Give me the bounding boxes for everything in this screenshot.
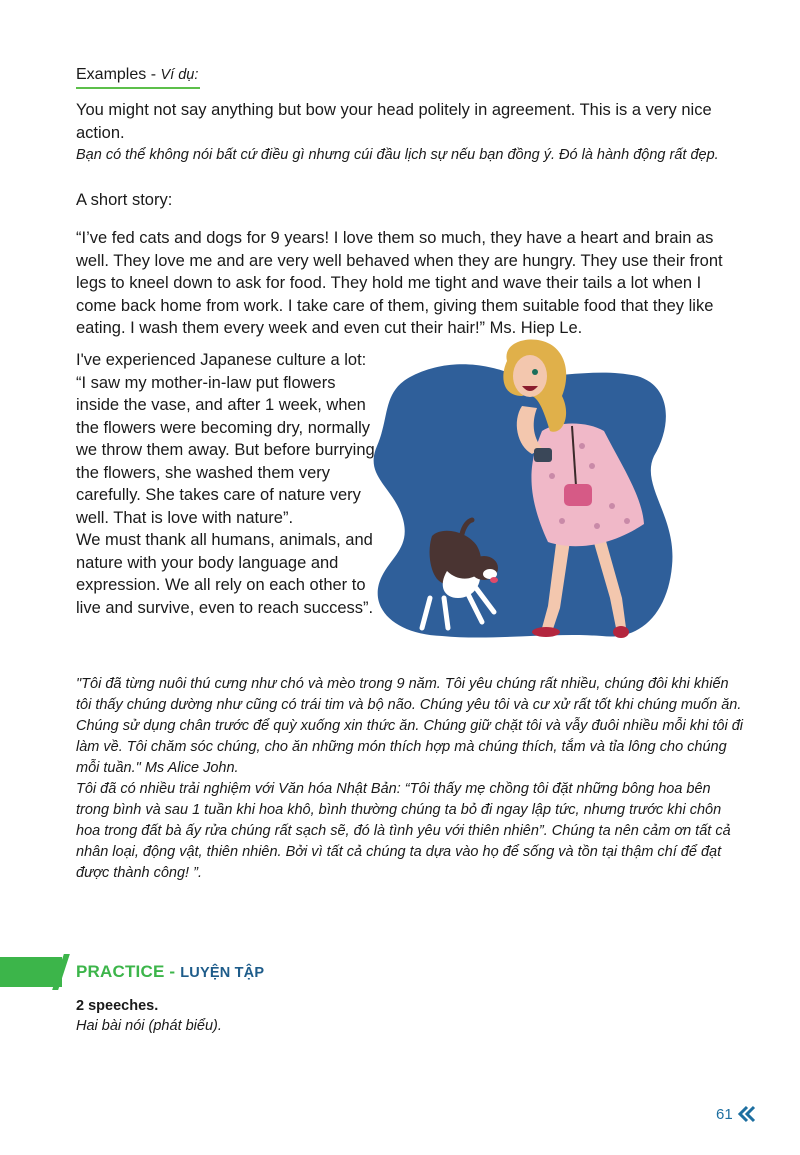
examples-separator: -: [146, 66, 161, 83]
vietnamese-translation: [76, 674, 744, 884]
camera: [534, 448, 552, 462]
practice-subtitle: LUYỆN TẬP: [180, 965, 265, 981]
page-number: 61: [716, 1106, 733, 1123]
short-story-label: A short story:: [76, 191, 173, 209]
examples-underline: [76, 87, 200, 89]
woman-shoe-left: [532, 627, 560, 637]
thanks-text: We must thank all humans, animals, and nature with your body language and expression. We all rely on each other to live and survive, even to reach success”.: [76, 531, 374, 617]
examples-heading: [76, 64, 198, 86]
paragraph-1-vi: Bạn có thể không nói bất cứ điều gì nhưng cúi đầu lịch sự nếu bạn đồng ý. Đó là hành động rất đẹp.: [76, 147, 719, 163]
practice-title: PRACTICE: [76, 962, 165, 981]
speeches-label-vi: Hai bài nói (phát biểu).: [76, 1018, 222, 1034]
paragraph-1: You might not say anything but bow your head politely in agreement. This is a very nice action.: [76, 101, 712, 142]
practice-heading: [76, 962, 264, 982]
practice-accent-bar: [0, 957, 62, 987]
speeches-label: 2 speeches.: [76, 998, 159, 1014]
japan-story-column: [76, 349, 376, 619]
pink-purse: [564, 484, 592, 506]
vi-quote-1: "Tôi đã từng nuôi thú cưng như chó và mèo trong 9 năm. Tôi yêu chúng rất nhiều, chúng đôi khi khiến tôi thấy chúng dường như cũng có trái tim và bộ não. Chúng yêu tôi và cư xử rất tốt khi chúng muốn ăn. Chúng sử dụng chân trước để quỳ xuống xin thức ăn. Chúng giữ chặt tôi và vẫy đuôi nhiều mỗi khi tôi đi làm về. Tôi chăm sóc chúng, cho ăn những món thích hợp mà chúng thích, tắm và tỉa lông cho chúng mỗi tuần." Ms Alice John.: [76, 676, 743, 776]
woman-with-dog-illustration: [372, 336, 677, 648]
examples-label-vi: Ví dụ:: [160, 67, 199, 83]
woman-eye: [532, 369, 538, 375]
japan-story: I've experienced Japanese culture a lot: “I saw my mother-in-law put flowers inside the vase, and after 1 week, when the flowers were becoming dry, normally we throw them away. But before burrying the flowers, she washed them very carefully. She takes care of nature very well. That is love with nature”.: [76, 351, 375, 527]
examples-label: Examples: [76, 66, 147, 83]
practice-separator: -: [164, 962, 181, 981]
vi-quote-2: Tôi đã có nhiều trải nghiệm với Văn hóa Nhật Bản: “Tôi thấy mẹ chồng tôi đặt những bông hoa bên trong bình và sau 1 tuần khi hoa khô, bình thường chúng ta bỏ đi ngay lập tức, nhưng trước khi chôn hoa trong đất bà ấy rửa chúng rất sạch sẽ, đó là tình yêu với thiên nhiên”. Chúng ta nên cảm ơn tất cả nhân loại, động vật, thiên nhiên. Bởi vì tất cả chúng ta dựa vào họ để sống và tồn tại thậm chí để đạt được thành công! ”.: [76, 781, 731, 881]
woman-shoe-right: [613, 626, 629, 638]
pet-story-quote: “I’ve fed cats and dogs for 9 years! I love them so much, they have a heart and brain as well. They love me and are very well behaved when they are hungry. They use their front legs to kneel down to ask for food. They hold me tight and wave their tails a lot when I come back home from work. I take care of them, giving them suitable food that they like eating. I wash them every week and even cut their hair!” Ms. Hiep Le.: [76, 229, 723, 337]
double-chevron-left-icon[interactable]: [737, 1104, 757, 1124]
